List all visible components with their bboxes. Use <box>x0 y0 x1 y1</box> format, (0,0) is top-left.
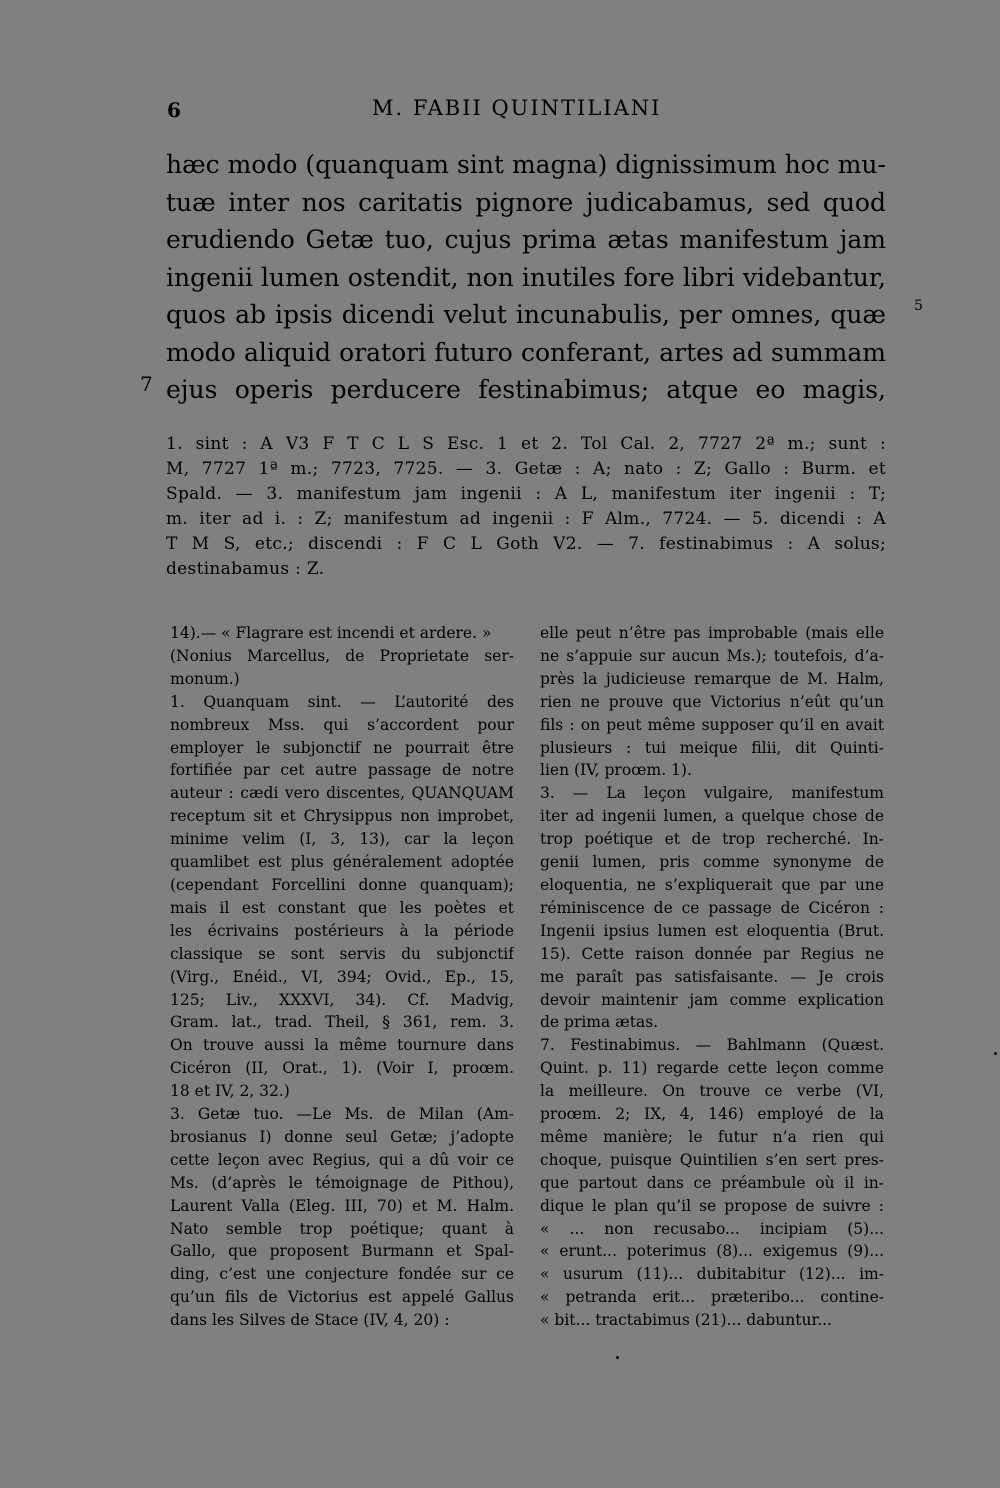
note-line: eloquentia, ne s’expliquerait que par une <box>540 875 884 894</box>
note-line: fils : on peut même supposer qu’il en avait <box>540 715 884 734</box>
note-line: devoir maintenir jam comme explication <box>540 990 884 1009</box>
note-line: 7. Festinabimus. — Bahlmann (Quæst. <box>540 1036 884 1055</box>
text-line: ingenii lumen ostendit, non inutiles fore libri videbantur, <box>166 262 886 292</box>
note-line: elle peut n’être pas improbable (mais elle <box>540 624 884 642</box>
note-line: lien (IV, proœm. 1). <box>540 761 692 780</box>
note-line: iter ad ingenii lumen, a quelque chose de <box>540 807 884 826</box>
apparatus-line: Spald. — 3. manifestum jam ingenii : A L, manifestum iter ingenii : T; <box>166 484 886 504</box>
note-line: 18 et IV, 2, 32.) <box>170 1082 290 1101</box>
page-number: 6 <box>167 98 181 122</box>
note-line: employer le subjonctif ne pourrait être <box>170 738 514 757</box>
note-line: fortifiée par cet autre passage de notre <box>170 761 514 780</box>
text-line: ejus operis perducere festinabimus; atque eo magis, <box>166 375 886 404</box>
note-line: receptum sit et Chrysippus non improbet, <box>170 807 514 826</box>
line-number-right: 5 <box>914 298 923 314</box>
note-line: rien ne prouve que Victorius n’eût qu’un <box>540 692 884 711</box>
note-line: ding, c’est une conjecture fondée sur ce <box>170 1265 514 1284</box>
note-line: Laurent Valla (Eleg. III, 70) et M. Halm. <box>170 1196 514 1215</box>
note-line: proœm. 2; IX, 4, 146) employé de la <box>540 1105 884 1124</box>
note-line: choque, puisque Quintilien s’en sert pres- <box>540 1150 884 1169</box>
footer-mark <box>616 1356 619 1359</box>
note-line: dans les Silves de Stace (IV, 4, 20) : <box>170 1311 450 1330</box>
text-line: erudiendo Getæ tuo, cujus prima ætas manifestum jam <box>166 225 886 254</box>
note-line: « bit... tractabimus (21)... dabuntur... <box>540 1311 832 1330</box>
note-line: quamlibet est plus généralement adoptée <box>170 853 514 872</box>
line-number-left: 7 <box>140 372 153 396</box>
apparatus-line: M, 7727 1ª m.; 7723, 7725. — 3. Getæ : A; nato : Z; Gallo : Burm. et <box>166 459 886 479</box>
note-line: « usurum (11)... dubitabitur (12)... im- <box>540 1265 884 1284</box>
note-line: 15). Cette raison donnée par Regius ne <box>540 944 884 963</box>
critical-apparatus <box>166 432 886 582</box>
text-line: modo aliquid oratori futuro conferant, artes ad summam <box>166 337 886 367</box>
text-line: quos ab ipsis dicendi velut incunabulis, per omnes, quæ <box>166 300 886 329</box>
note-line: « ... non recusabo... incipiam (5)... <box>540 1219 884 1238</box>
note-line: 3. Getæ tuo. —Le Ms. de Milan (Am- <box>170 1105 514 1124</box>
note-line: genii lumen, pris comme synonyme de <box>540 853 884 872</box>
note-line: cette leçon avec Regius, qui a dû voir ce <box>170 1150 514 1169</box>
note-line: (cependant Forcellini donne quanquam); <box>170 875 514 894</box>
note-line: me paraît pas satisfaisante. — Je crois <box>540 967 884 986</box>
apparatus-line: destinabamus : Z. <box>166 559 325 579</box>
text-line: hæc modo (quanquam sint magna) dignissimum hoc mu- <box>166 150 886 179</box>
margin-mark <box>994 1052 997 1055</box>
note-line: de prima ætas. <box>540 1013 659 1032</box>
note-line: brosianus I) donne seul Getæ; j’adopte <box>170 1127 514 1146</box>
note-line: 1. Quanquam sint. — L’autorité des <box>170 692 514 711</box>
note-line: dique le plan qu’il se propose de suivre : <box>540 1196 884 1215</box>
note-line: monum.) <box>170 669 240 688</box>
note-line: nombreux Mss. qui s’accordent pour <box>170 715 514 734</box>
note-line: auteur : cædi vero discentes, QUANQUAM <box>170 784 514 803</box>
note-line: « erunt... poterimus (8)... exigemus (9)... <box>540 1242 884 1261</box>
running-head: M. FABII QUINTILIANI <box>372 96 662 120</box>
note-line: Quint. p. 11) regarde cette leçon comme <box>540 1059 884 1078</box>
apparatus-line: T M S, etc.; discendi : F C L Goth V2. — 7. festinabimus : A solus; <box>166 534 886 554</box>
main-text <box>166 146 886 409</box>
note-line: On trouve aussi la même tournure dans <box>170 1036 514 1055</box>
note-line: Ingenii ipsius lumen est eloquentia (Brut. <box>540 921 884 940</box>
note-line: 14).— « Flagrare est incendi et ardere. » <box>170 624 492 642</box>
note-line: minime velim (I, 3, 13), car la leçon <box>170 830 514 849</box>
note-line: 125; Liv., XXXVI, 34). Cf. Madvig, <box>170 990 514 1009</box>
note-line: même manière; le futur n’a rien qui <box>540 1127 884 1146</box>
note-line: Gram. lat., trad. Theil, § 361, rem. 3. <box>170 1013 514 1032</box>
note-line: (Virg., Enéid., VI, 394; Ovid., Ep., 15, <box>170 967 514 986</box>
apparatus-line: m. iter ad i. : Z; manifestum ad ingenii : F Alm., 7724. — 5. dicendi : A <box>166 509 886 529</box>
note-line: plusieurs : tui meique filii, dit Quinti- <box>540 738 884 757</box>
note-line: la meilleure. On trouve ce verbe (VI, <box>540 1082 884 1101</box>
note-line: mais il est constant que les poètes et <box>170 898 514 917</box>
note-line: près la judicieuse remarque de M. Halm, <box>540 669 884 688</box>
note-line: Cicéron (II, Orat., 1). (Voir I, proœm. <box>170 1059 514 1078</box>
note-line: ne s’appuie sur aucun Ms.); toutefois, d’a- <box>540 646 884 665</box>
notes-left-column <box>170 622 514 1332</box>
note-line: Ms. (d’après le témoignage de Pithou), <box>170 1173 514 1192</box>
note-line: 3. — La leçon vulgaire, manifestum <box>540 784 884 803</box>
note-line: que partout dans ce préambule où il in- <box>540 1173 884 1192</box>
note-line: (Nonius Marcellus, de Proprietate ser- <box>170 646 514 665</box>
note-line: les écrivains postérieurs à la période <box>170 921 514 940</box>
note-line: Nato semble trop poétique; quant à <box>170 1219 514 1238</box>
apparatus-line: 1. sint : A V3 F T C L S Esc. 1 et 2. Tol Cal. 2, 7727 2ª m.; sunt : <box>166 434 886 454</box>
note-line: trop poétique et de trop recherché. In- <box>540 830 884 849</box>
text-line: tuæ inter nos caritatis pignore judicabamus, sed quod <box>166 187 886 217</box>
notes-right-column <box>540 622 884 1332</box>
note-line: réminiscence de ce passage de Cicéron : <box>540 898 884 917</box>
note-line: qu’un fils de Victorius est appelé Gallus <box>170 1288 514 1307</box>
note-line: « petranda erit... præteribo... contine- <box>540 1288 884 1307</box>
note-line: classique se sont servis du subjonctif <box>170 944 514 963</box>
note-line: Gallo, que proposent Burmann et Spal- <box>170 1242 514 1261</box>
